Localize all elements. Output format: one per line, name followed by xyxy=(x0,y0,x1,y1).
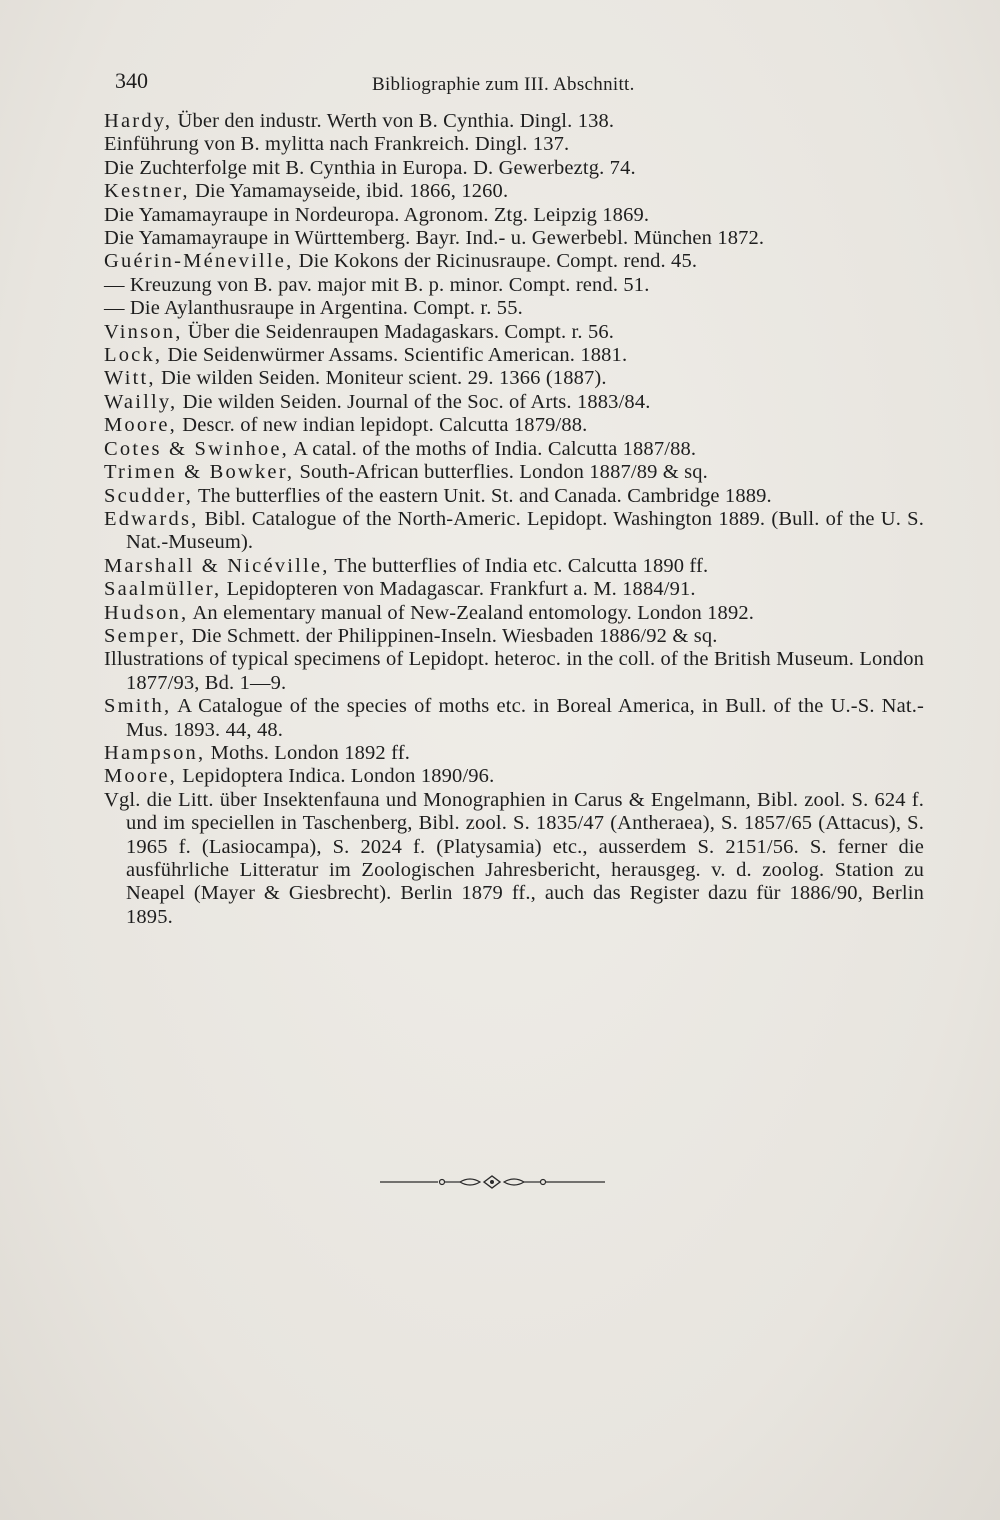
entry-author: Moore, xyxy=(104,414,177,437)
bibliography-entry xyxy=(104,157,924,180)
entry-text: — Die Aylanthusraupe in Argentina. Compt. r. 55. xyxy=(104,297,523,320)
bibliography-entry xyxy=(104,274,924,297)
entry-text: Einführung von B. mylitta nach Frankreich. Dingl. 137. xyxy=(104,133,570,156)
bibliography-entry xyxy=(104,438,924,461)
entry-text: Die Seidenwürmer Assams. Scientific American. 1881. xyxy=(162,344,628,367)
entry-author: Saalmüller, xyxy=(104,578,222,601)
entry-author: Witt, xyxy=(104,367,156,390)
entry-text: Die Schmett. der Philippinen-Inseln. Wiesbaden 1886/92 & sq. xyxy=(186,624,718,647)
entry-text: An elementary manual of New-Zealand entomology. London 1892. xyxy=(188,601,755,624)
entry-author: Semper, xyxy=(104,624,187,647)
entry-author: Smith, xyxy=(104,695,172,718)
entry-author: Kestner, xyxy=(104,180,190,203)
entry-text: — Kreuzung von B. pav. major mit B. p. minor. Compt. rend. 51. xyxy=(104,273,650,296)
entry-author: Hudson, xyxy=(104,601,189,624)
entry-text: A catal. of the moths of India. Calcutta 1887/88. xyxy=(288,437,697,460)
bibliography-entry xyxy=(104,765,924,788)
entry-text: Über die Seidenraupen Madagaskars. Compt. r. 56. xyxy=(182,320,615,343)
page-number: 340 xyxy=(115,68,148,93)
bibliography-entry xyxy=(104,391,924,414)
entry-text: Die wilden Seiden. Journal of the Soc. of Arts. 1883/84. xyxy=(177,390,651,413)
bibliography-entry xyxy=(104,485,924,508)
bibliography-entry xyxy=(104,695,924,742)
entry-author: Edwards, xyxy=(104,507,199,530)
bibliography-entry xyxy=(104,578,924,601)
bibliography-entry xyxy=(104,110,924,133)
bibliography-entry xyxy=(104,602,924,625)
entry-text: Lepidoptera Indica. London 1890/96. xyxy=(176,765,495,788)
bibliography-entry xyxy=(104,414,924,437)
bibliography-entry xyxy=(104,555,924,578)
entry-author: Cotes & Swinhoe, xyxy=(104,437,289,460)
entry-text: The butterflies of the eastern Unit. St. and Canada. Cambridge 1889. xyxy=(193,484,772,507)
section-end-ornament-icon xyxy=(380,1170,620,1194)
bibliography-entry xyxy=(104,625,924,648)
entry-text: Die Zuchterfolge mit B. Cynthia in Europa. D. Gewerbeztg. 74. xyxy=(104,156,636,179)
entry-author: Hardy, xyxy=(104,110,173,132)
entry-text: Illustrations of typical specimens of Lepidopt. heteroc. in the coll. of the British Museum. London 1877/93, Bd. 1—9. xyxy=(104,648,924,694)
entry-text: Über den industr. Werth von B. Cynthia. Dingl. 138. xyxy=(172,110,615,132)
bibliography-entry xyxy=(104,508,924,555)
page-header xyxy=(115,68,915,104)
bibliography-entry xyxy=(104,321,924,344)
entry-text: Die Yamamayseide, ibid. 1866, 1260. xyxy=(189,180,509,203)
running-head: Bibliographie zum III. Abschnitt. xyxy=(372,74,635,95)
bibliography-entry xyxy=(104,648,924,695)
entry-text: Moths. London 1892 ff. xyxy=(205,741,410,764)
bibliography-entry xyxy=(104,133,924,156)
entry-text: A Catalogue of the species of moths etc. in Boreal America, in Bull. of the U.-S. Nat.-Mus. 1893. 44, 48. xyxy=(126,695,924,741)
bibliography-entry xyxy=(104,180,924,203)
entry-text: Die Kokons der Ricinusraupe. Compt. rend. 45. xyxy=(293,250,698,273)
entry-text: Die Yamamayraupe in Württemberg. Bayr. Ind.- u. Gewerbebl. München 1872. xyxy=(104,227,765,250)
entry-author: Scudder, xyxy=(104,484,194,507)
bibliography-entry xyxy=(104,789,924,929)
entry-author: Marshall & Nicéville, xyxy=(104,554,330,577)
bibliography-entry xyxy=(104,297,924,320)
entry-author: Wailly, xyxy=(104,390,178,413)
bibliography-entry xyxy=(104,250,924,273)
bibliography-entry xyxy=(104,204,924,227)
entry-text: Descr. of new indian lepidopt. Calcutta 1879/88. xyxy=(176,414,588,437)
entry-author: Hampson, xyxy=(104,741,206,764)
bibliography-entry xyxy=(104,367,924,390)
entry-text: Die wilden Seiden. Moniteur scient. 29. 1366 (1887). xyxy=(155,367,607,390)
bibliography-list xyxy=(104,110,924,929)
entry-text: Lepidopteren von Madagascar. Frankfurt a. M. 1884/91. xyxy=(221,578,696,601)
entry-text: Vgl. die Litt. über Insektenfauna und Monographien in Carus & Engelmann, Bibl. zool. S. 624 f. und im speciellen in Taschenberg, Bibl. zool. S. 1835/47 (Antheraea), S. 1857/65 (Attacus), S. 1965 f. (Lasiocampa), S. 2024 f. (Platysamia) etc., ausserdem S. 2151/56. S. ferner die ausführliche Litteratur im Zoologischen Jahresbericht, herausgeg. v. d. zoolog. Station zu Neapel (Mayer & Giesbrecht). Berlin 1879 ff., auch das Register dazu für 1886/90, Berlin 1895. xyxy=(104,788,924,928)
entry-text: Bibl. Catalogue of the North-Americ. Lepidopt. Washington 1889. (Bull. of the U. S. Nat.-Museum). xyxy=(126,507,924,554)
entry-author: Vinson, xyxy=(104,320,183,343)
bibliography-entry xyxy=(104,461,924,484)
entry-author: Moore, xyxy=(104,765,177,788)
bibliography-entry xyxy=(104,344,924,367)
bibliography-entry xyxy=(104,742,924,765)
entry-text: South-African butterflies. London 1887/89 & sq. xyxy=(294,461,708,484)
entry-author: Lock, xyxy=(104,344,163,367)
bibliography-entry xyxy=(104,227,924,250)
entry-author: Guérin-Méneville, xyxy=(104,250,294,273)
entry-author: Trimen & Bowker, xyxy=(104,461,295,484)
entry-text: Die Yamamayraupe in Nordeuropa. Agronom. Ztg. Leipzig 1869. xyxy=(104,203,650,226)
entry-text: The butterflies of India etc. Calcutta 1890 ff. xyxy=(329,554,709,577)
